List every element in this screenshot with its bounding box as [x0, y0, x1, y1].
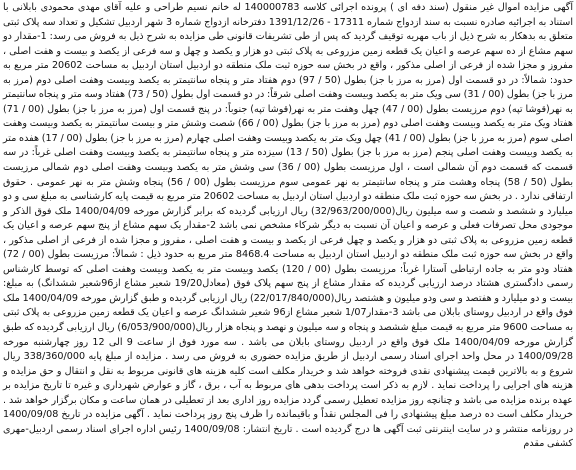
notice-body-text: آگهی مزایده اموال غیر منقول (سند دفه ای ) پرونده اجرائی کلاسه 140000783 له خانم نسیم طراحی و علیه آقای مهدی محمودی بابلانی با استناد به اجرائیه صادره نسبت به سند ازدواج شماره 17311 - 1391/12/26 دفترخانه ازدواج شماره 3 شهر اردبیل تشکیل و تعداد سه پلاک ثبتی متعلق به بدهکار به شرح ذیل از باب مهریه توقیف گردید که پس از طی تشریفات قانونی طی مزایده به شرح ذیل به فروش می رسد: 1-مقدار دو سهم مشاع از ده سهم عرصه و اعیان یک قطعه زمین مزروعی به پلاک ثبتی دو هزار و یکصد و چهل و سه فرعی از یکصد و بیست و هفت اصلی ، مفروز و مجزا شده از فرعی از اصلی مذکور ، واقع در بخش سه حوزه ثبت ملک منطقه دو اردبیل استان اردبیل به مساحت 20602 متر مربع به حدود: شمالاً: در دو قسمت اول (مرز به مرز با جز) بطول (50 / 97) دوم هفتاد متر و پنجاه سانتیمتر به یکصد وبیست وهفت اصلی دوم (مرز به مرز با جز) بطول (00 / 31) سی ویک متر به یکصد وبیست وهفت اصلی شرقاً: در دو قسمت اول بطول (50 / 73) هفتاد وسه متر و پنجاه سانتیمتر به نهر(قوشا تپه) دوم مرزیست بطول (00 / 47) چهل وهفت متر به نهر(قوشا تپه) جنوباً: در پنج قسمت اول (مرز به مرز با جز) بطول (00 / 71) هفتاد ویک متر به یکصد وبیست وهفت اصلی دوم (مرز به مرز با جز) بطول (00 / 66) شصت وشش متر و بیست سانتیمتر به یکصد وبیست وهفت اصلی سوم (مرز به مرز با جز) بطول (00 / 41) چهل ویک متر به یکصد وبیست وهفت اصلی چهارم (مرز به مرز با جز) بطول (00 / 17) هفده متر به یکصد وبیست وهفت اصلی پنجم (مرز به مرز با جز) بطول (50 / 13) سیزده متر و پنجاه سانتیمتر به یکصد وبیست وهفت اصلی غرباً: در سه قسمت که قسمت دوم آن شمالی است ، اول مرزیست بطول (00 / 36) سی وشش متر به یکصد وبیست وهفت اصلی دوم شمالی مرزیست بطول (50 / 58) پنجاه وهشت متر و پنجاه سانتیمتر به نهر عمومی سوم مرزیست بطول (00 / 56) پنجاه وشش متر به نهر عمومی . حقوق ارتفاقی ندارد . در بخش سه حوزه ثبت ملک منطقه دو اردبیل استان اردبیل به مساحت 20602 متر مربع به قیمت پایه کارشناسی به مبلغ سی و دو میلیارد و ششصد و شصت و سه میلیون ریال(32/963/200/000) ریال ارزیابی گردیده که برابر گزارش مورخه 1400/04/09 ملک فوق الذکر و موجودی محل تصرفات فعلی و عرصه و اعیان آن نسبت به دیگر شرکاء مشخص نمی باشد 2-مقدار یک سهم مشاع از پنج سهم عرصه و اعیان یک قطعه زمین مزروعی به پلاک ثبتی دو هزار و یکصد و چهل فرعی از یکصد و بیست و هفت اصلی ، مفروز و مجزا شده از فرعی از اصلی مذکور ، واقع در بخش سه حوزه ثبت ملک منطقه دو اردبیل استان اردبیل به مساحت 8468.4 متر مربع به حدود ذیل : شمالاً: مرزیست بطول (00 / 72) هفتاد ودو متر به جاده ارتباطی آستارا غرباً: مرزیست بطول (00 / 120) یکصد وبیست متر به یکصد وبیست وهفت اصلی که توسط کارشناس رسمی دادگستری هشتاد درصد ارزیابی گردیده که مقدار مشاع از پنج سهم پلاک فوق (معادل19/20 شعیر مشاع از96شعیر ششدانگ) به مبلغ: بیست و دو میلیارد و هفتصد و سی ودو میلیون و هشتصد ریال(22/017/840/000) ریال ارزیابی گردیده و طبق گزارش مورخه 1400/04/09 ملک فوق واقع در اردبیل روستای بابلان می باشد 3-مقدار1/07 شعیر مشاع از96 شعیر ششدانگ عرصه و اعیان یک قطعه زمین مزروعی به پلاک ثبتی به مساحت 9600 متر مربع به قیمت مبلغ ششصد و پنجاه و سه میلیون و نهصد و پنجاه هزار ریال(6/053/900/000) ریال ارزیابی گردیده که طبق گزارش مورخه 1400/04/09 ملک فوق واقع در اردبیل روستای بابلان می باشد . سه مورد فوق از ساعت 9 الی 12 روز چهارشنبه مورخه 1400/09/28 در محل واحد اجرای اسناد رسمی اردبیل از طریق مزایده حضوری به فروش می رسد . مزایده از مبلغ پایه 338/360/000 ریال شروع و به بالاترین قیمت پیشنهادی نقدی فروخته خواهد شد و خریدار مکلف است کلیه هزینه های قانونی مربوط به نقل و انتقال و حق مزایده و هزینه های اجرایی را پرداخت نماید . لازم به ذکر است پرداخت بدهی های مربوط به آب ، برق ، گاز و عوارض شهرداری و غیره تا تاریخ مزایده بر عهده برنده مزایده می باشد و چنانچه روز مزایده تعطیل رسمی گردد مزایده روز اداری بعد از تعطیلی در همان ساعت و مکان برگزار خواهد شد . خریدار مکلف است ده درصد مبلغ پیشنهادی را فی المجلس نقداً و باقیمانده را ظرف پنج روز پرداخت نماید . آگهی مزایده در تاریخ 1400/09/08 در روزنامه منتشر و در سایت اینترنتی ثبت آگهی ها درج گردیده است . تاریخ انتشار: 1400/09/08 رئیس اداره اجرای اسناد رسمی اردبیل-مهری کشفی مقدم	[3, 2, 574, 450]
